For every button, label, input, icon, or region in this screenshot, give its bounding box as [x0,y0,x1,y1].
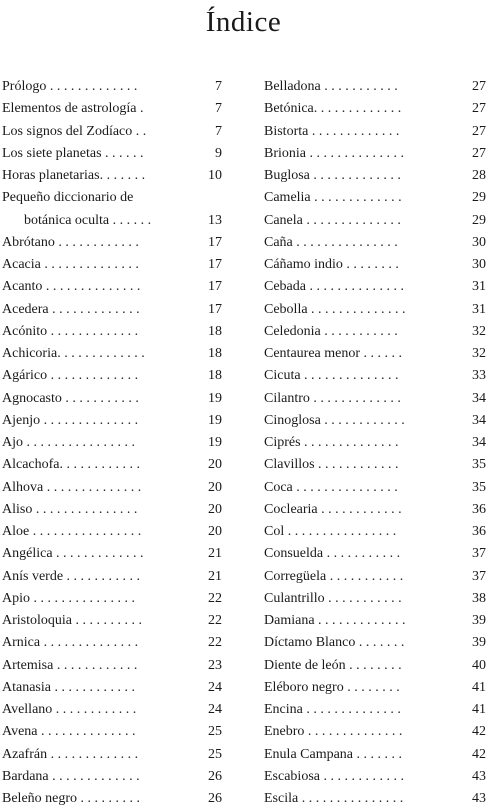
entry-page-number: 20 [208,501,222,517]
entry-label: Coca . . . . . . . . . . . . . . . [264,479,398,495]
entry-label: Encina . . . . . . . . . . . . . . [264,702,401,717]
entry-label: Ajenjo . . . . . . . . . . . . . . [2,412,139,428]
entry-label: Col . . . . . . . . . . . . . . . . [264,524,397,539]
index-entry [264,232,486,254]
entry-page-number: 19 [208,412,222,428]
entry-page-number: 40 [472,657,486,673]
entry-label: Los signos del Zodíaco . . [2,123,147,139]
entry-page-number: 7 [215,123,222,139]
index-entry [264,98,486,120]
entry-label: Acónito . . . . . . . . . . . . . [2,323,139,339]
index-entry [264,632,486,654]
entry-page-number: 29 [472,190,486,206]
entry-page-number: 23 [208,657,222,673]
index-entry [2,299,222,321]
entry-page-number: 18 [208,323,222,339]
entry-page-number: 24 [208,679,222,695]
index-entry [2,588,222,610]
entry-page-number: 7 [215,79,222,94]
entry-label: Caña . . . . . . . . . . . . . . . [264,234,398,250]
entry-label: Escila . . . . . . . . . . . . . . . [264,791,404,806]
entry-label: Anís verde . . . . . . . . . . . [2,568,141,584]
entry-label: Eléboro negro . . . . . . . . [264,679,400,695]
entry-page-number: 13 [208,212,222,228]
index-entry [264,254,486,276]
entry-page-number: 21 [208,546,222,562]
entry-page-number: 36 [472,501,486,517]
index-entry [2,410,222,432]
entry-label: Angélica . . . . . . . . . . . . . [2,546,144,562]
index-entry [2,566,222,588]
entry-page-number: 42 [472,746,486,762]
index-entry [2,165,222,187]
entry-label: Cebada . . . . . . . . . . . . . . [264,279,404,295]
entry-page-number: 43 [472,768,486,784]
entry-page-number: 10 [208,168,222,183]
entry-label: Cilantro . . . . . . . . . . . . . [264,390,401,406]
index-entry [2,76,222,98]
index-entry [2,788,222,810]
entry-page-number: 35 [472,457,486,473]
index-entry [2,321,222,343]
entry-page-number: 43 [472,791,486,806]
entry-label: Acedera . . . . . . . . . . . . . [2,301,140,317]
index-entry [264,721,486,743]
entry-page-number: 36 [472,524,486,539]
entry-label: botánica oculta . . . . . . [24,212,152,228]
entry-page-number: 39 [472,613,486,628]
entry-label: Culantrillo . . . . . . . . . . . [264,590,402,606]
index-entry [2,254,222,276]
index-entry [2,677,222,699]
entry-page-number: 9 [215,145,222,161]
entry-label: Avena . . . . . . . . . . . . . . [2,724,136,740]
index-entry [264,499,486,521]
index-entry [2,655,222,677]
entry-label: Enula Campana . . . . . . . [264,746,403,762]
entry-label: Horas planetarias. . . . . . . [2,168,146,183]
entry-label: Agárico . . . . . . . . . . . . . [2,368,139,384]
entry-label: Diente de león . . . . . . . . [264,657,402,673]
index-entry [264,121,486,143]
entry-page-number: 25 [208,746,222,762]
entry-label: Apio . . . . . . . . . . . . . . . [2,590,135,606]
entry-label: Alcachofa. . . . . . . . . . . . [2,457,141,473]
entry-label: Ciprés . . . . . . . . . . . . . . [264,435,399,450]
index-entry [2,766,222,788]
entry-page-number: 19 [208,390,222,406]
entry-label: Clavillos . . . . . . . . . . . . [264,457,399,473]
entry-page-number: 35 [472,479,486,495]
index-entry [264,610,486,632]
index-entry [2,232,222,254]
entry-page-number: 41 [472,679,486,695]
index-entry [264,299,486,321]
entry-label: Pequeño diccionario de [2,190,134,206]
entry-label: Aloe . . . . . . . . . . . . . . . . [2,524,142,539]
entry-page-number: 17 [208,301,222,317]
entry-label: Brionia . . . . . . . . . . . . . . [264,145,404,161]
index-entry [2,521,222,543]
entry-page-number: 20 [208,457,222,473]
entry-label: Betónica. . . . . . . . . . . . . [264,101,402,117]
index-entry [264,543,486,565]
entry-label: Coclearia . . . . . . . . . . . . [264,501,402,517]
entry-page-number: 17 [208,234,222,250]
entry-label: Prólogo . . . . . . . . . . . . . [2,79,138,94]
index-entry [264,588,486,610]
entry-page-number: 20 [208,524,222,539]
entry-label: Buglosa . . . . . . . . . . . . . [264,168,401,183]
entry-page-number: 18 [208,368,222,384]
entry-page-number: 24 [208,702,222,717]
index-entry [264,76,486,98]
index-entry [264,388,486,410]
entry-label: Cáñamo indio . . . . . . . . [264,257,399,272]
entry-label: Los siete planetas . . . . . . [2,145,144,161]
index-entry [264,432,486,454]
entry-page-number: 34 [472,412,486,428]
index-entry [264,343,486,365]
index-column-left [2,76,222,810]
entry-label: Enebro . . . . . . . . . . . . . . [264,724,403,740]
entry-label: Cinoglosa . . . . . . . . . . . . [264,412,405,428]
entry-page-number: 27 [472,123,486,139]
entry-label: Arnica . . . . . . . . . . . . . . [2,635,139,651]
entry-page-number: 39 [472,635,486,651]
entry-page-number: 27 [472,101,486,117]
index-entry [2,432,222,454]
entry-label: Belladona . . . . . . . . . . . [264,79,398,94]
entry-label: Canela . . . . . . . . . . . . . . [264,212,401,228]
entry-page-number: 37 [472,568,486,584]
index-entry [2,721,222,743]
index-entry [264,143,486,165]
index-entry [2,499,222,521]
entry-label: Acanto . . . . . . . . . . . . . . [2,279,141,295]
entry-label: Celedonia . . . . . . . . . . . [264,323,398,339]
entry-page-number: 34 [472,435,486,450]
entry-label: Escabiosa . . . . . . . . . . . . [264,768,404,784]
entry-page-number: 27 [472,79,486,94]
entry-label: Alhova . . . . . . . . . . . . . . [2,479,142,495]
entry-label: Cicuta . . . . . . . . . . . . . . [264,368,399,384]
entry-page-number: 42 [472,724,486,740]
index-entry [264,655,486,677]
entry-page-number: 32 [472,346,486,361]
entry-page-number: 22 [208,635,222,651]
entry-label: Díctamo Blanco . . . . . . . [264,635,405,651]
entry-page-number: 27 [472,145,486,161]
entry-label: Aliso . . . . . . . . . . . . . . . [2,501,138,517]
entry-page-number: 25 [208,724,222,740]
index-entry [264,677,486,699]
index-entry [264,788,486,810]
entry-label: Aristoloquia . . . . . . . . . . [2,613,142,628]
index-entry [264,744,486,766]
index-entry [264,365,486,387]
page-title: Índice [205,6,282,38]
entry-label: Elementos de astrología . [2,101,144,117]
index-entry [264,454,486,476]
entry-page-number: 33 [472,368,486,384]
index-entry [264,321,486,343]
entry-label: Camelia . . . . . . . . . . . . . [264,190,402,206]
entry-page-number: 41 [472,702,486,717]
entry-page-number: 17 [208,279,222,295]
entry-label: Avellano . . . . . . . . . . . . [2,702,137,717]
entry-label: Atanasia . . . . . . . . . . . . [2,679,135,695]
index-entry [264,210,486,232]
entry-page-number: 30 [472,234,486,250]
entry-label: Corregüela . . . . . . . . . . . [264,568,404,584]
entry-label: Abrótano . . . . . . . . . . . . [2,234,139,250]
index-entry [2,632,222,654]
index-entry [2,187,222,209]
entry-label: Ajo . . . . . . . . . . . . . . . . [2,435,135,450]
entry-label: Centaurea menor . . . . . . [264,346,403,361]
index-entry [264,187,486,209]
entry-page-number: 26 [208,791,222,806]
entry-label: Agnocasto . . . . . . . . . . . [2,390,139,406]
index-entry [2,610,222,632]
entry-page-number: 37 [472,546,486,562]
entry-page-number: 21 [208,568,222,584]
index-entry [2,143,222,165]
index-column-right [264,76,486,810]
index-entry [2,477,222,499]
entry-label: Cebolla . . . . . . . . . . . . . . [264,301,406,317]
index-entry [2,343,222,365]
index-entry [264,766,486,788]
index-entry [2,98,222,120]
entry-label: Beleño negro . . . . . . . . . [2,791,141,806]
entry-label: Bistorta . . . . . . . . . . . . . [264,123,400,139]
index-entry [2,210,222,232]
entry-page-number: 32 [472,323,486,339]
entry-page-number: 18 [208,346,222,361]
index-entry [2,365,222,387]
index-entry [264,276,486,298]
entry-label: Bardana . . . . . . . . . . . . . [2,768,140,784]
entry-page-number: 26 [208,768,222,784]
entry-page-number: 19 [208,435,222,450]
index-entry [2,121,222,143]
entry-page-number: 34 [472,390,486,406]
index-entry [2,744,222,766]
entry-label: Achicoria. . . . . . . . . . . . . [2,346,145,361]
entry-label: Azafrán . . . . . . . . . . . . . [2,746,139,762]
entry-page-number: 31 [472,301,486,317]
entry-page-number: 22 [208,590,222,606]
entry-page-number: 7 [215,101,222,117]
entry-label: Acacia . . . . . . . . . . . . . . [2,257,139,272]
entry-page-number: 29 [472,212,486,228]
entry-page-number: 31 [472,279,486,295]
entry-label: Damiana . . . . . . . . . . . . . [264,613,406,628]
index-entry [264,477,486,499]
index-entry [264,165,486,187]
index-entry [264,410,486,432]
index-entry [2,543,222,565]
index-entry [2,276,222,298]
entry-page-number: 17 [208,257,222,272]
entry-page-number: 28 [472,168,486,183]
entry-label: Consuelda . . . . . . . . . . . [264,546,401,562]
index-entry [264,699,486,721]
index-entry [2,699,222,721]
entry-page-number: 38 [472,590,486,606]
entry-page-number: 30 [472,257,486,272]
entry-label: Artemisa . . . . . . . . . . . . [2,657,138,673]
entry-page-number: 20 [208,479,222,495]
index-entry [2,454,222,476]
index-entry [2,388,222,410]
entry-page-number: 22 [208,613,222,628]
index-entry [264,566,486,588]
index-entry [264,521,486,543]
